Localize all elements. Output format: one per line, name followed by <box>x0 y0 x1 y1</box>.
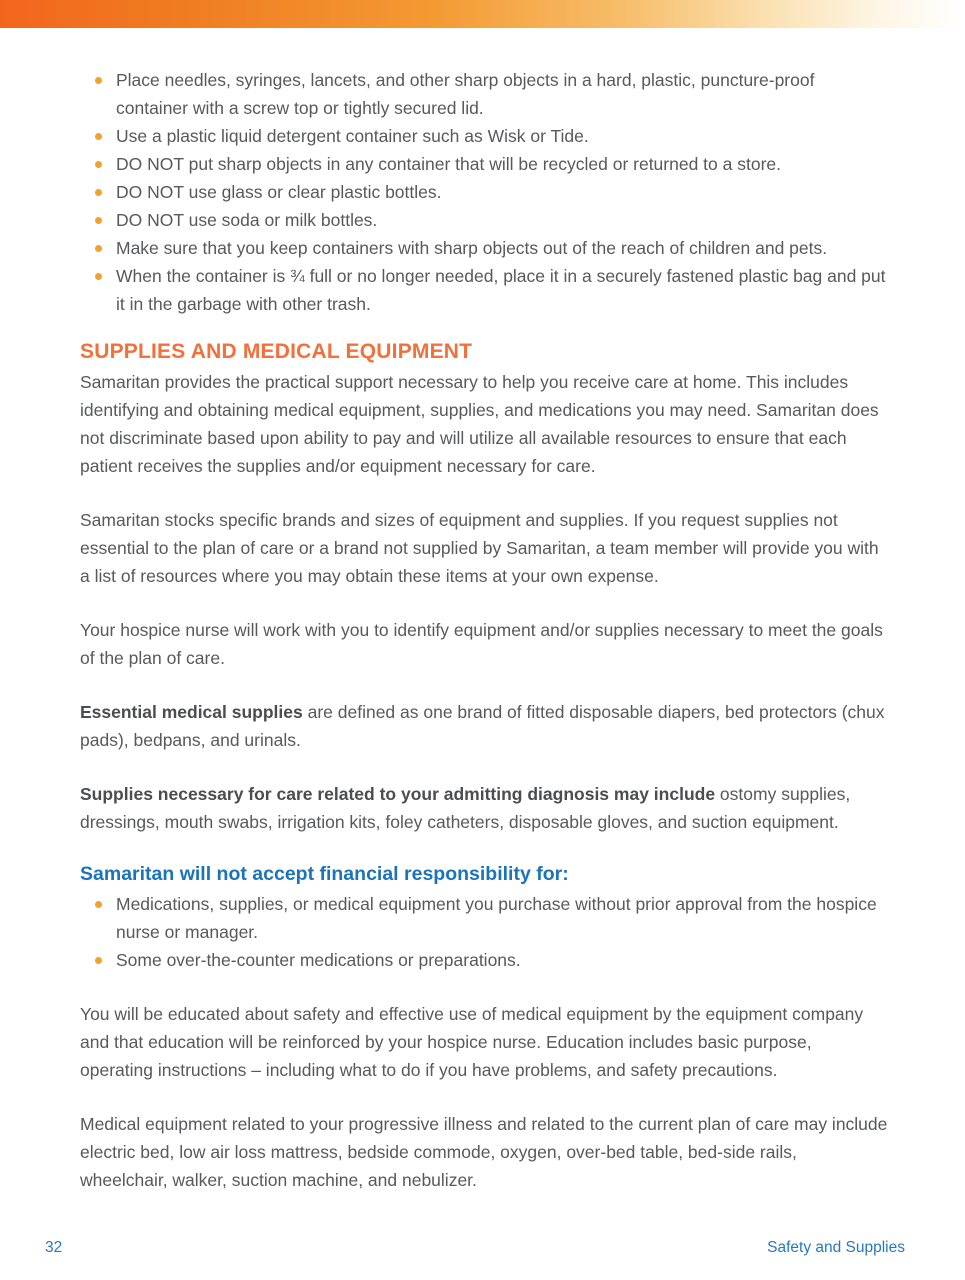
bullet-dot-icon <box>95 901 102 908</box>
section-heading-financial-responsibility: Samaritan will not accept financial responsibility for: <box>80 863 569 885</box>
bold-lead-text: Essential medical supplies <box>80 702 303 722</box>
paragraph-text: are defined as one brand of fitted disposable diapers, bed protectors (chux pads), bedpans, and urinals. <box>80 702 885 750</box>
list-item-text: DO NOT use glass or clear plastic bottles. <box>116 182 442 202</box>
list-item <box>80 890 889 946</box>
page-footer <box>45 1239 905 1257</box>
bullet-dot-icon <box>95 245 102 252</box>
list-item <box>80 178 889 206</box>
footer-section-title: Safety and Supplies <box>767 1239 905 1256</box>
list-item <box>80 234 889 262</box>
paragraph: Your hospice nurse will work with you to identify equipment and/or supplies necessary to meet the goals of the plan of care. <box>80 620 883 668</box>
list-item-text: DO NOT use soda or milk bottles. <box>116 210 378 230</box>
list-item <box>80 150 889 178</box>
paragraph: Medical equipment related to your progressive illness and related to the current plan of care may include electric bed, low air loss mattress, bedside commode, oxygen, over-bed table, bed-side rails, wheelchair, walker, suction machine, and nebulizer. <box>80 1114 888 1190</box>
section-heading-supplies: SUPPLIES AND MEDICAL EQUIPMENT <box>80 340 473 363</box>
sharps-disposal-list <box>80 66 889 318</box>
bullet-dot-icon <box>95 161 102 168</box>
header-gradient-bar <box>0 0 965 28</box>
paragraph-text: ostomy supplies, dressings, mouth swabs, irrigation kits, foley catheters, disposable gloves, and suction equipment. <box>80 784 851 832</box>
bullet-dot-icon <box>95 189 102 196</box>
bullet-dot-icon <box>95 133 102 140</box>
bullet-dot-icon <box>95 77 102 84</box>
paragraph <box>80 698 889 754</box>
list-item-text: When the container is ¾ full or no longer needed, place it in a securely fastened plastic bag and put it in the garbage with other trash. <box>116 266 886 314</box>
bullet-dot-icon <box>95 273 102 280</box>
list-item <box>80 66 889 122</box>
paragraph: You will be educated about safety and effective use of medical equipment by the equipment company and that education will be reinforced by your hospice nurse. Education includes basic purpose, operating instructions – including what to do if you have problems, and safety precautions. <box>80 1004 864 1080</box>
bold-lead-text: Supplies necessary for care related to your admitting diagnosis may include <box>80 784 716 804</box>
list-item <box>80 262 889 318</box>
paragraph: Samaritan stocks specific brands and sizes of equipment and supplies. If you request supplies not essential to the plan of care or a brand not supplied by Samaritan, a team member will provide you with a list of resources where you may obtain these items at your own expense. <box>80 510 879 586</box>
list-item-text: Make sure that you keep containers with sharp objects out of the reach of children and pets. <box>116 238 828 258</box>
paragraph: Samaritan provides the practical support necessary to help you receive care at home. This includes identifying and obtaining medical equipment, supplies, and medications you may need. Samaritan does not discriminate based upon ability to pay and will utilize all available resources to ensure that each patient receives the supplies and/or equipment necessary for care. <box>80 372 879 476</box>
paragraph <box>80 780 889 836</box>
financial-responsibility-list <box>80 890 889 974</box>
page-content <box>0 28 965 1194</box>
bullet-dot-icon <box>95 217 102 224</box>
list-item <box>80 122 889 150</box>
list-item <box>80 946 889 974</box>
list-item-text: Place needles, syringes, lancets, and other sharp objects in a hard, plastic, puncture-proof container with a screw top or tightly secured lid. <box>116 70 815 118</box>
bullet-dot-icon <box>95 957 102 964</box>
list-item-text: Some over-the-counter medications or preparations. <box>116 950 521 970</box>
page-number: 32 <box>45 1239 63 1256</box>
list-item-text: Use a plastic liquid detergent container such as Wisk or Tide. <box>116 126 589 146</box>
list-item-text: Medications, supplies, or medical equipment you purchase without prior approval from the hospice nurse or manager. <box>116 894 877 942</box>
list-item-text: DO NOT put sharp objects in any container that will be recycled or returned to a store. <box>116 154 781 174</box>
list-item <box>80 206 889 234</box>
